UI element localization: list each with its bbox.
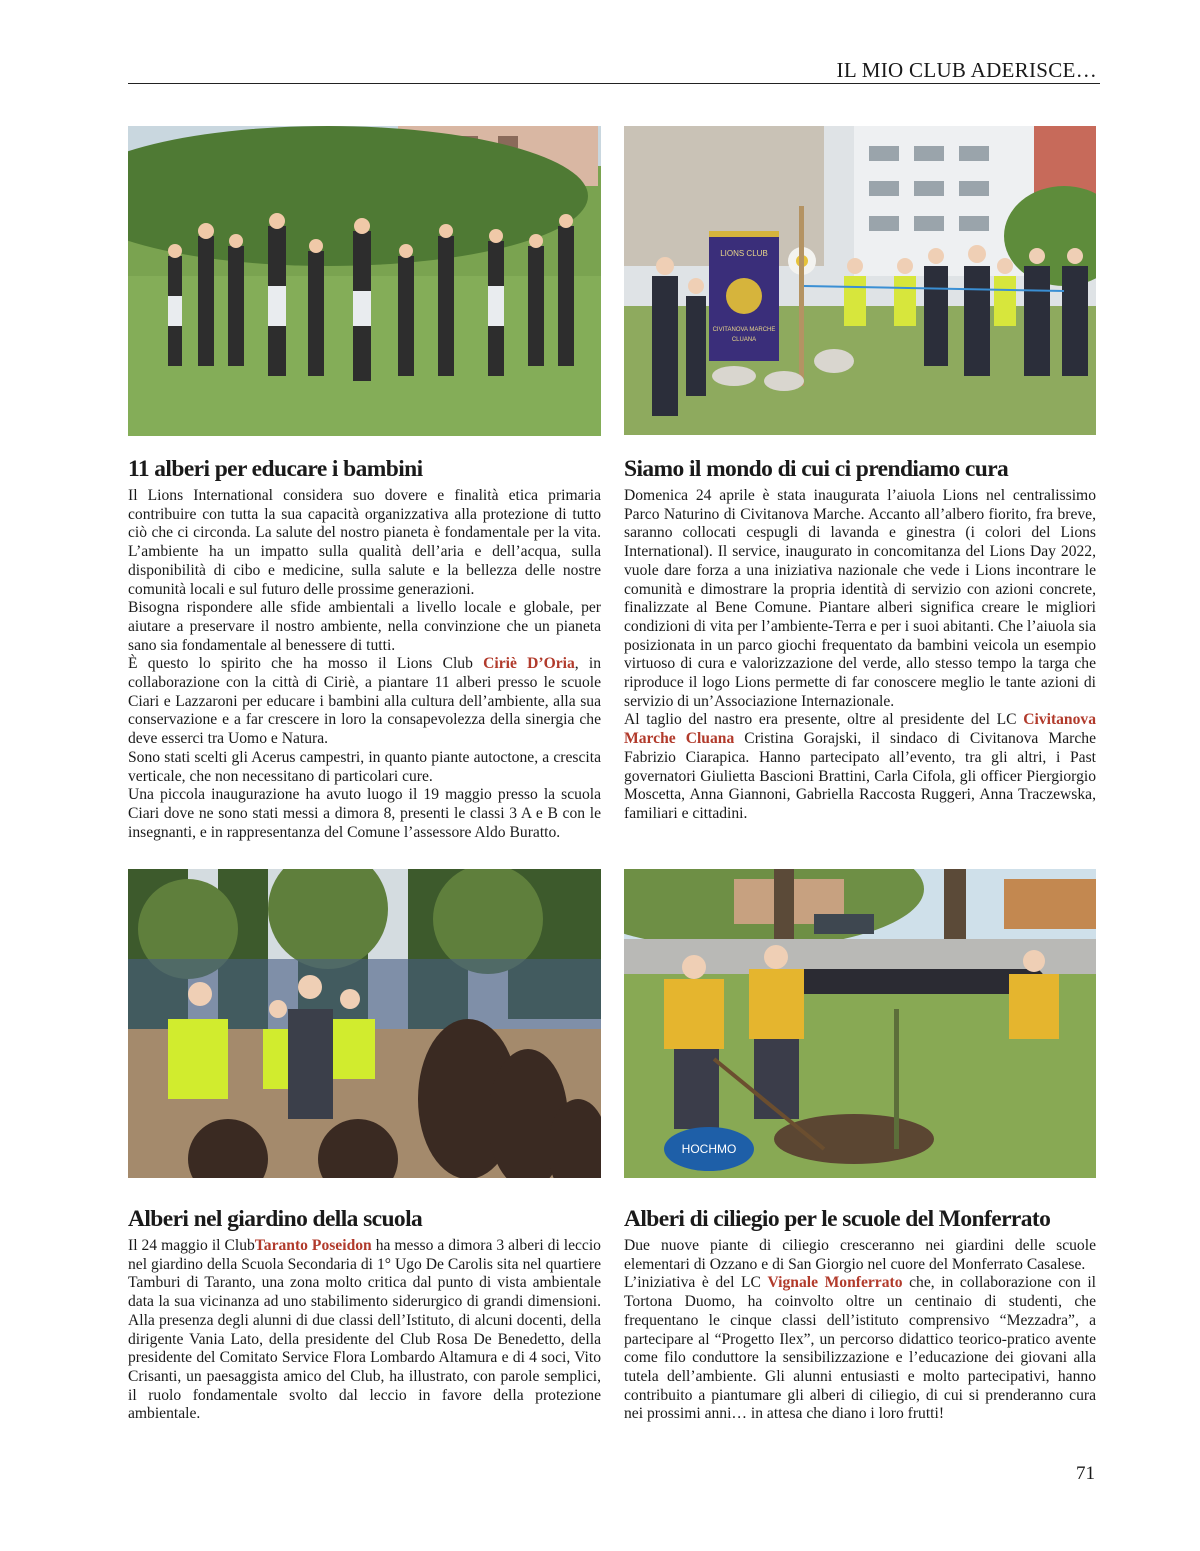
bag-label: HOCHMO — [681, 1142, 737, 1156]
text-run: ha messo a dimora 3 alberi di leccio nel giardino della Scuola Secondaria di 1° Ugo De Carolis sita nel quartiere Tamburi di Taranto, una zona molto critica dal punto di vista ambientale data la sua vicinanza ad uno stabilimento siderurgico di grandi dimensioni. Alla presenza degli alunni di due classi dell’Istituto, di alcuni docenti, della dirigente Vania Lato, della presidente del Club Rosa De Benedetto, della presidente del Comitato Service Flora Lombardo Altamura e di 4 soci, Vito Crisanti, un paesaggista amico del Club, ha illustrato, con parole semplici, il ruolo fondamentale svolto dal leccio in favore della protezione ambientale. — [128, 1237, 601, 1423]
club-name: Taranto Poseidon — [254, 1237, 372, 1254]
article-title: 11 alberi per educare i bambini — [128, 456, 423, 482]
article-body — [128, 1237, 601, 1424]
text-run: Il 24 maggio il Club — [128, 1237, 255, 1254]
article-paragraph: Il Lions International considera suo dovere e finalità etica primaria contribuire con tutta la sua capacità organizzativa alla protezione di tutto ciò che ci circonda. La salute del nostro pianeta è fondamentale per la vita. L’ambiente ha un impatto sulla qualità dell’aria e dell’acqua, sulla disponibilità di cibo e medicine, sulla salute e la bellezza delle nostre comunità locali e sul futuro delle prossime generazioni. — [128, 487, 601, 598]
club-name: Civitanova Marche Cluana — [624, 711, 1096, 748]
banner-line-2: CIVITANOVA MARCHE — [712, 327, 776, 333]
text-run: È questo lo spirito che ha mosso il Lions Club — [128, 655, 484, 673]
article-giardino-scuola — [128, 1206, 601, 1424]
photo-children-circle — [128, 126, 601, 436]
article-paragraph — [128, 655, 601, 749]
article-paragraph — [624, 711, 1096, 823]
banner-line-3: CLUANA — [731, 337, 757, 343]
article-paragraph: Sono stati scelti gli Acerus campestri, in quanto piante autoctone, a crescita verticale, che non necessitano di particolari cure. — [128, 748, 601, 785]
article-paragraph: Due nuove piante di ciliegio cresceranno nei giardini delle scuole elementari di Ozzano e di San Giorgio nel cuore del Monferrato Casalese. — [624, 1237, 1096, 1273]
article-body — [624, 487, 1096, 824]
article-body — [128, 487, 601, 842]
photo-school-garden — [128, 869, 601, 1178]
article-ciliegio-monferrato — [624, 1206, 1096, 1424]
article-paragraph: Bisogna rispondere alle sfide ambientali a livello locale e globale, per aiutare a preservare il nostro ambiente, nella convinzione che un pianeta sano sia fondamentale al benessere di tutti. — [128, 599, 601, 654]
text-run: L’iniziativa è del LC — [624, 1274, 768, 1292]
article-title: Alberi di ciliegio per le scuole del Monferrato — [624, 1206, 1051, 1232]
photo-planting-tree — [624, 869, 1096, 1178]
club-name: Ciriè D’Oria — [483, 655, 575, 673]
page-number: 71 — [1076, 1463, 1095, 1484]
text-run: Al taglio del nastro era presente, oltre al presidente del LC — [624, 711, 1024, 729]
article-11-alberi — [128, 456, 601, 842]
text-run: Cristina Gorajski, il sindaco di Civitanova Marche Fabrizio Ciarapica. Hanno partecipato all’evento, tra gli altri, i Past governatori Giulietta Bascioni Brattini, Carla Cifola, gli officer Piergiorgio Moscetta, Anna Giannoni, Gabriella Raccosta Ruggeri, Anna Traczewska, familiari e cittadini. — [624, 730, 1096, 822]
section-header-title: IL MIO CLUB ADERISCE… — [836, 58, 1097, 82]
article-paragraph — [128, 1237, 601, 1424]
text-run: , in collaborazione con la città di Ciriè, a piantare 11 alberi presso le scuole Ciari e Lazzaroni per educare i bambini alla cultura dell’ambiente, alla sua conservazione e a far crescere in loro la consapevolezza della sinergia che deve esserci tra Uomo e Natura. — [128, 655, 601, 748]
article-title: Alberi nel giardino della scuola — [128, 1206, 423, 1232]
article-paragraph: Una piccola inaugurazione ha avuto luogo il 19 maggio presso la scuola Ciari dove ne sono stati messi a dimora 8, presenti le classi 3 A e B con le insegnanti, e in rappresentanza del Comune l’assessore Aldo Buratto. — [128, 786, 601, 841]
photo-ribbon-cutting — [624, 126, 1096, 435]
club-name: Vignale Monferrato — [767, 1274, 903, 1292]
article-paragraph: Domenica 24 aprile è stata inaugurata l’aiuola Lions nel centralissimo Parco Naturino di Civitanova Marche. Accanto all’albero fiorito, fra breve, saranno collocati cespugli di lavanda e ginestra (i colori del Lions International). Il service, inaugurato in concomitanza del Lions Day 2022, vuole dare forza a una iniziativa nazionale che vede i Lions incontrare le comunità e dimostrare la propria identità di servizio con azioni concrete, finalizzate al Bene Comune. Piantare alberi significa creare le migliori condizioni di vita per l’ambiente-Terra e per i suoi abitanti. Che l’aiuola sia posizionata in un parco giochi frequentato da bambini veicola un esempio virtuoso di cura e valorizzazione del verde, allo stesso tempo la targa che riproduce il logo Lions permette di far conoscere meglio le tante azioni di servizio di un’Associazione Internazionale. — [624, 487, 1096, 710]
article-paragraph — [624, 1274, 1096, 1424]
banner-line-1: LIONS CLUB — [720, 249, 768, 258]
article-title: Siamo il mondo di cui ci prendiamo cura — [624, 456, 1009, 482]
text-run: che, in collaborazione con il Tortona Duomo, ha coinvolto oltre un centinaio di studenti, che frequentano le cinque classi dell’istituto comprensivo “Mezzadra”, a partecipare al “Progetto Ilex”, un percorso didattico teorico-pratico avente come filo conduttore la sensibilizzazione e l’educazione dei giovani alla tutela dell’ambiente. Gli alunni entusiasti e molto partecipativi, hanno contribuito a piantumare gli alberi di ciliegio, di cui si prenderanno cura nei prossimi anni… in attesa che diano i loro frutti! — [624, 1274, 1096, 1423]
article-siamo-il-mondo — [624, 456, 1096, 824]
header-rule — [128, 83, 1100, 84]
article-body — [624, 1237, 1096, 1424]
